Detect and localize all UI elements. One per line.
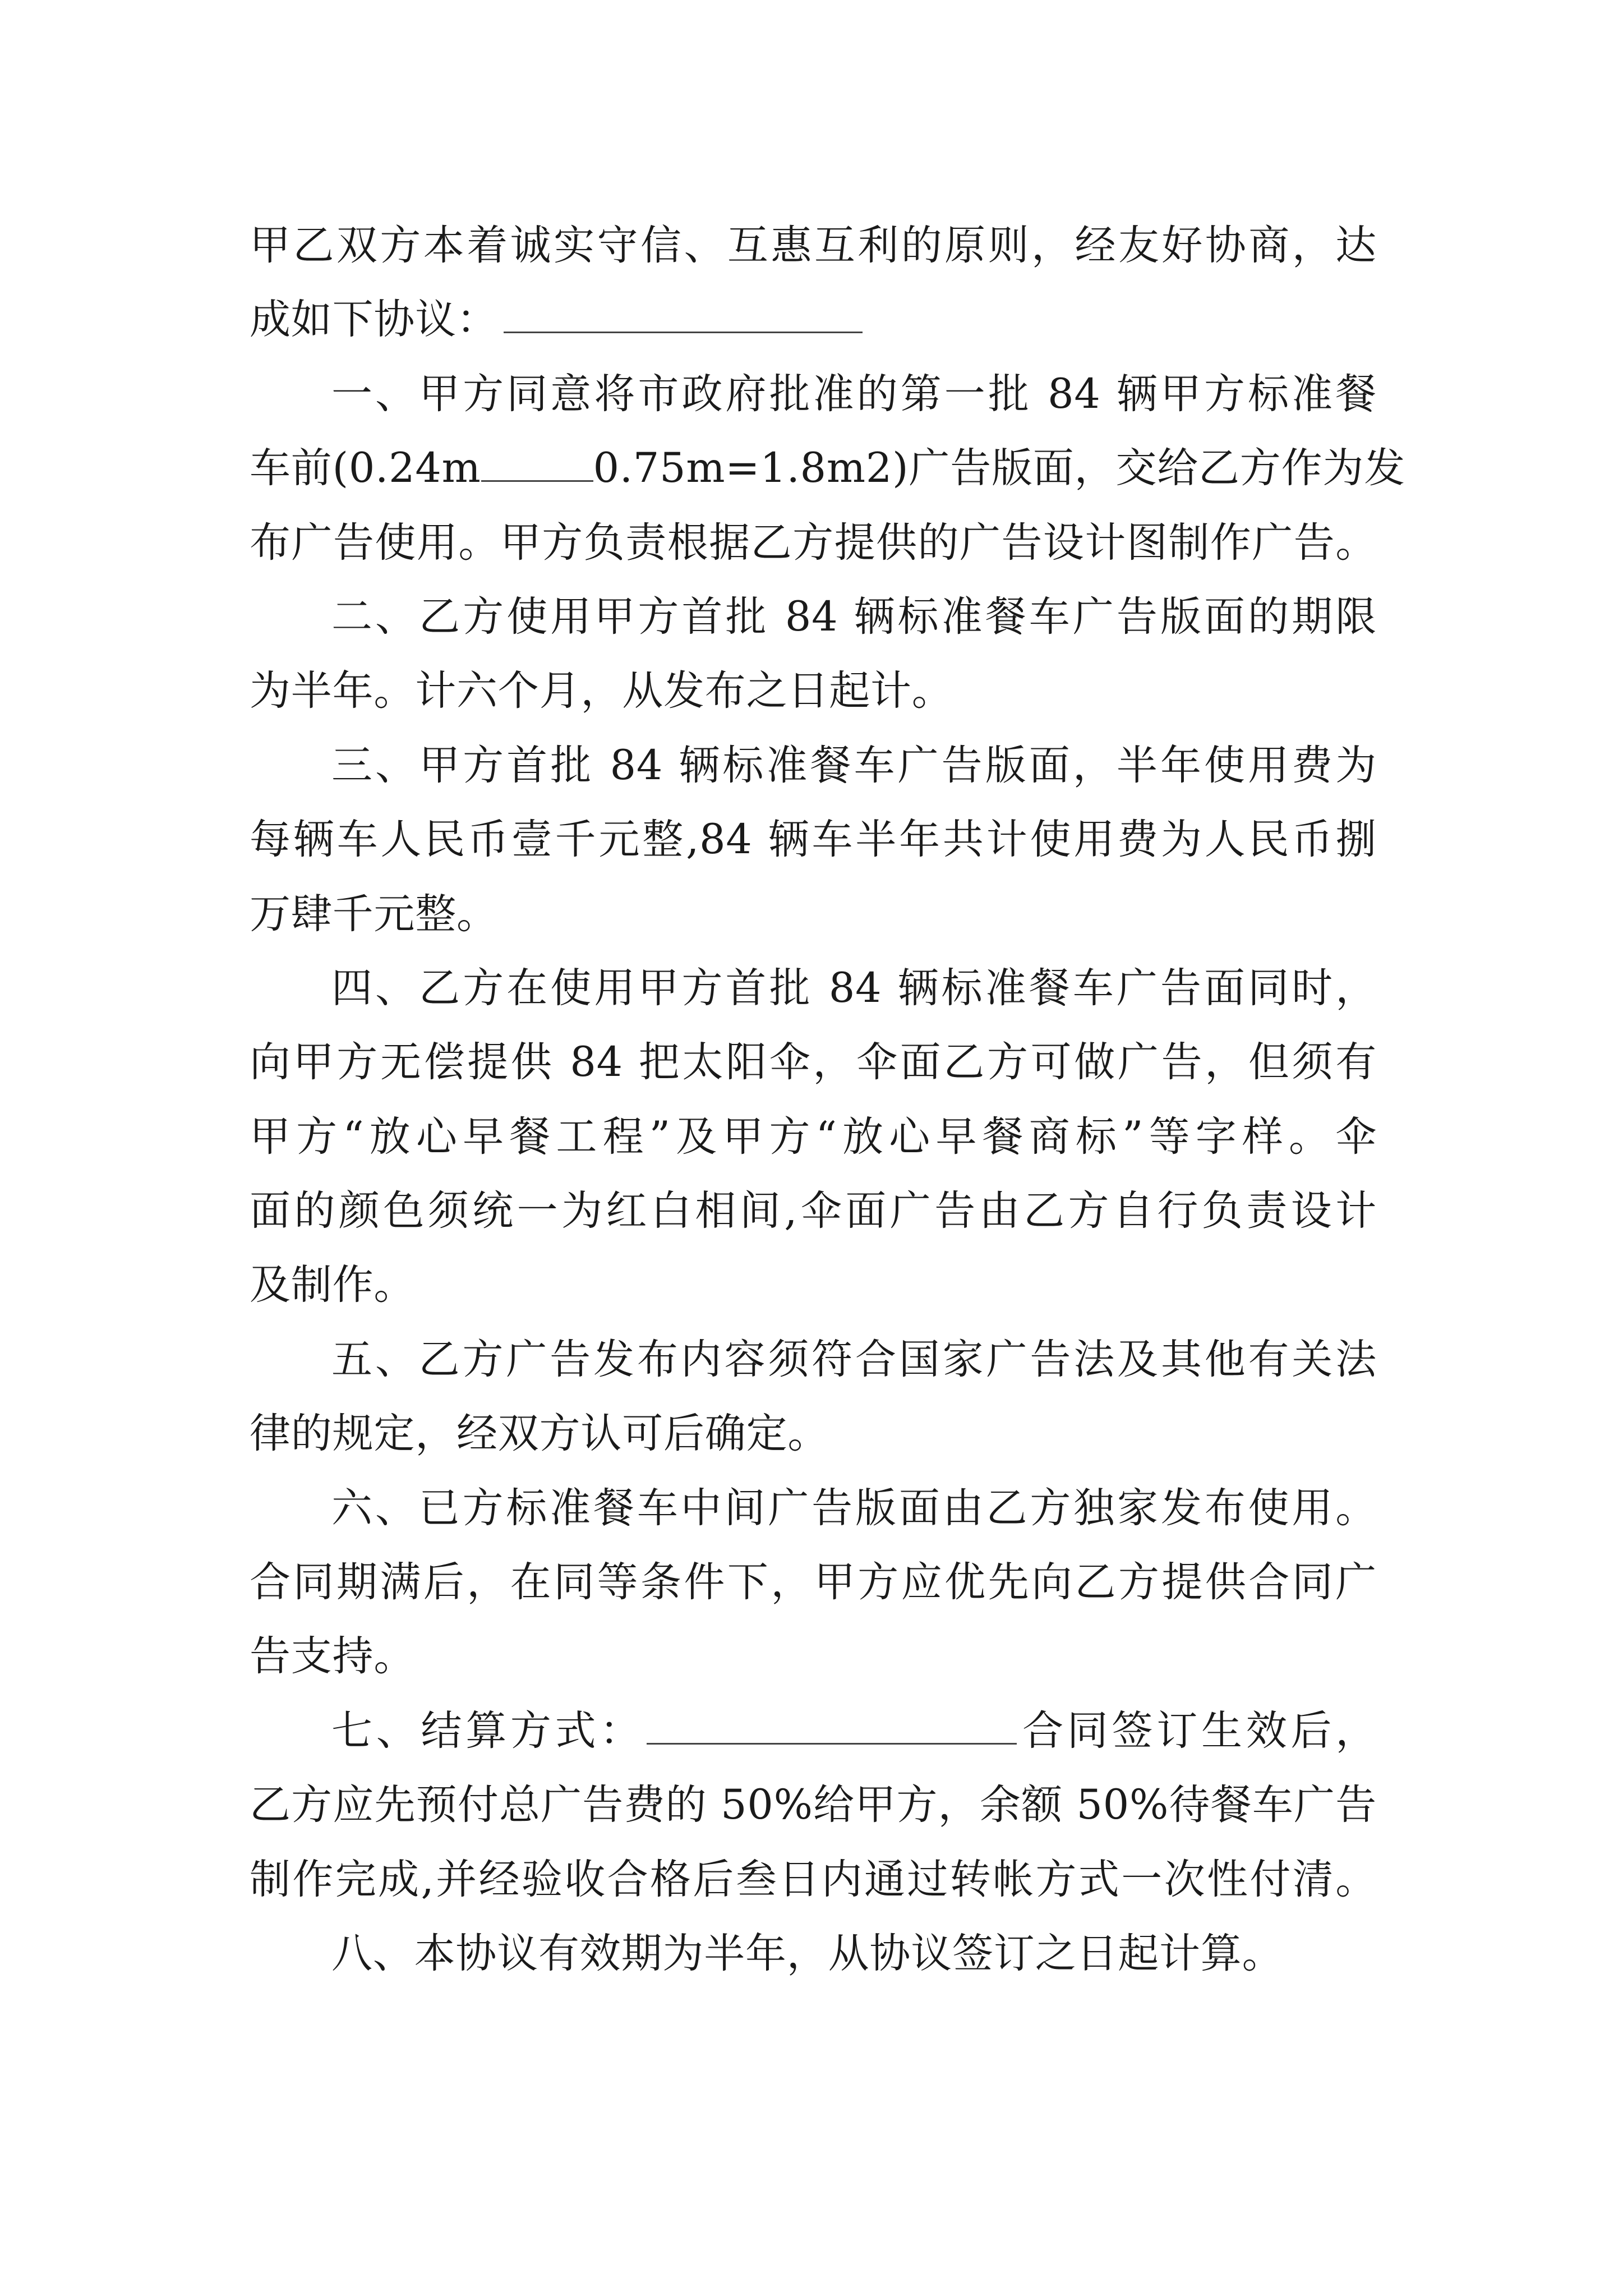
clause-4-line-3: 甲方“放心早餐工程”及甲方“放心早餐商标”等字样。伞 [250,1112,1377,1161]
clause-4-line-1: 四、乙方在使用甲方首批 84 辆标准餐车广告面同时， [331,964,1377,1012]
clause-7-line-1 [250,1694,1377,1768]
clause-6-line-1: 六、已方标准餐车中间广告版面由乙方独家发布使用。 [331,1484,1377,1532]
clause-6-line-2: 合同期满后，在同等条件下，甲方应优先向乙方提供合同广 [250,1558,1377,1607]
clause-1-line-2b: 0.75m=1.8m2)广告版面，交给乙方作为发 [593,444,1406,493]
clause-5-line-1: 五、乙方广告发布内容须符合国家广告法及其他有关法 [331,1335,1377,1383]
clause-6-line-3: 告支持。 [250,1632,416,1681]
clause-1-line-1: 一、甲方同意将市政府批准的第一批 84 辆甲方标准餐 [331,370,1377,418]
intro-line-2 [250,283,1377,357]
clause-7-line-1a: 七、结算方式： [331,1706,645,1755]
intro-line-2-text: 成如下协议： [250,296,498,344]
clause-8-line-1: 八、本协议有效期为半年，从协议签订之日起计算。 [331,1929,1284,1977]
clause-7-line-1b: 合同签订生效后， [1019,1706,1377,1755]
intro-line-1: 甲乙双方本着诚实守信、互惠互利的原则，经友好协商，达 [250,222,1377,269]
blank-line [647,1709,1017,1745]
clause-4-line-4: 面的颜色须统一为红白相间,伞面广告由乙方自行负责设计 [250,1187,1377,1235]
clause-4-line-5: 及制作。 [250,1261,416,1309]
clause-1-line-2 [250,431,1406,505]
clause-3-line-2: 每辆车人民币壹千元整,84 辆车半年共计使用费为人民币捌 [250,816,1377,864]
clause-3-line-3: 万肆千元整。 [250,890,498,938]
clause-2-line-2: 为半年。计六个月，从发布之日起计。 [250,667,953,715]
clause-2-line-1: 二、乙方使用甲方首批 84 辆标准餐车广告版面的期限 [331,592,1377,641]
clause-7-line-2: 乙方应先预付总广告费的 50%给甲方，余额 50%待餐车广告 [250,1781,1377,1829]
clause-7-line-3: 制作完成,并经验收合格后叁日内通过转帐方式一次性付清。 [250,1855,1377,1903]
blank-line [504,298,863,333]
clause-4-line-2: 向甲方无偿提供 84 把太阳伞，伞面乙方可做广告，但须有 [250,1038,1377,1087]
blank-line [481,447,593,482]
clause-3-line-1: 三、甲方首批 84 辆标准餐车广告版面，半年使用费为 [331,741,1377,789]
clause-1-line-3: 布广告使用。甲方负责根据乙方提供的广告设计图制作广告。 [250,518,1377,567]
clause-5-line-2: 律的规定，经双方认可后确定。 [250,1410,829,1458]
agreement-body [250,209,1406,1991]
clause-1-line-2a: 车前(0.24m [250,444,481,493]
